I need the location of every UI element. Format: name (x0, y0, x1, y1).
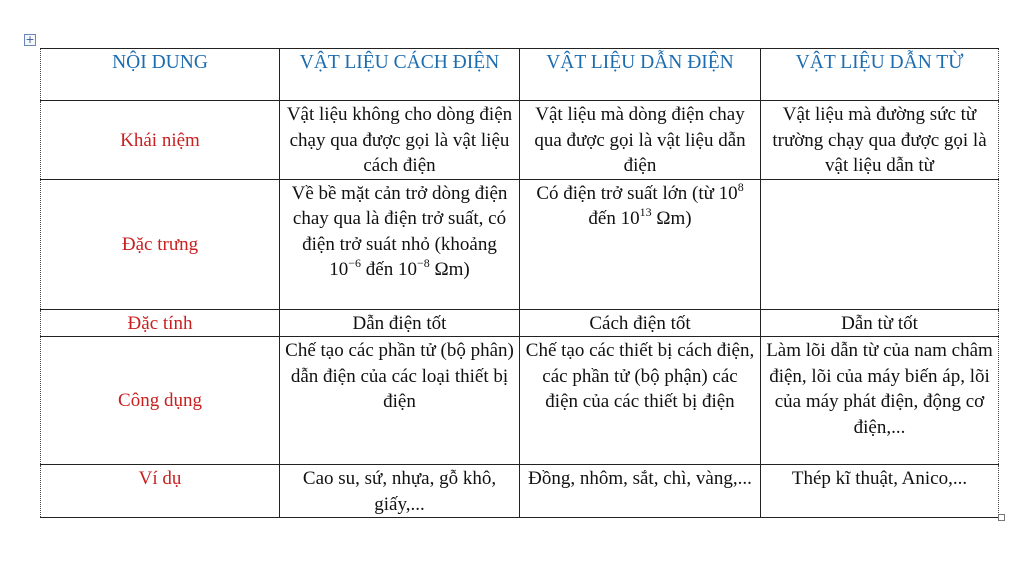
dac-trung-dan-dien-exponent-1: 8 (737, 179, 744, 194)
materials-comparison-table (40, 48, 999, 518)
dac-trung-dan-dien-text-2: đến 10 (588, 182, 749, 229)
cell-dac-trung-dan-tu (761, 179, 999, 309)
table-header-row (41, 49, 999, 101)
row-label-cong-dung: Công dụng (41, 337, 280, 465)
header-noi-dung: NỘI DUNG (41, 49, 280, 101)
cell-dac-trung-dan-dien (520, 179, 761, 309)
table-row-khai-niem (41, 101, 999, 180)
dac-trung-cach-dien-text-1: Về bề mặt cản trở dòng điện chay qua là điện trở suất, có điện trở suát nhỏ (khoảng 10 (291, 182, 513, 280)
dac-trung-cach-dien-text-3: Ωm) (429, 259, 470, 280)
cell-dac-tinh-dan-dien: Cách điện tốt (520, 309, 761, 337)
table-row-cong-dung (41, 337, 999, 465)
cell-khai-niem-dan-tu: Vật liệu mà đường sức từ trường chạy qua được gọi là vật liệu dẫn từ (761, 101, 999, 180)
cell-dac-tinh-dan-tu: Dẫn từ tốt (761, 309, 999, 337)
dac-trung-cach-dien-exponent-1: −6 (348, 256, 362, 270)
table-row-dac-tinh (41, 309, 999, 337)
cell-cong-dung-cach-dien: Chế tạo các phần tử (bộ phân) dẫn điện của các loại thiết bị điện (280, 337, 520, 465)
dac-trung-dan-dien-exponent-2: 13 (639, 205, 652, 219)
dac-trung-dan-dien-text-1: Có điện trở suất lớn (từ 10 (536, 182, 738, 204)
row-label-dac-trung: Đặc trưng (41, 179, 280, 309)
header-vat-lieu-dan-dien: VẬT LIỆU DẪN ĐIỆN (520, 49, 761, 101)
cell-khai-niem-dan-dien: Vật liệu mà dòng điện chay qua được gọi là vật liệu dẫn điện (520, 101, 761, 180)
cell-vi-du-cach-dien: Cao su, sứ, nhựa, gỗ khô, giấy,... (280, 465, 520, 518)
cell-cong-dung-dan-tu: Làm lõi dẫn từ của nam châm điện, lõi của máy biến áp, lõi của máy phát điện, động cơ điện,... (761, 337, 999, 465)
cell-cong-dung-dan-dien: Chế tạo các thiết bị cách điện, các phần tử (bộ phận) các điện của các thiết bị điện (520, 337, 761, 465)
table-move-handle-icon[interactable]: + (25, 33, 35, 46)
cell-dac-tinh-cach-dien: Dẫn điện tốt (280, 309, 520, 337)
dac-trung-cach-dien-exponent-2: −8 (416, 256, 430, 270)
header-vat-lieu-cach-dien: VẬT LIỆU CÁCH ĐIỆN (280, 49, 520, 101)
row-label-vi-du: Ví dụ (41, 465, 280, 518)
table-row-dac-trung (41, 179, 999, 309)
table-resize-handle-icon[interactable] (998, 514, 1005, 521)
dac-trung-dan-dien-text-3: Ωm) (651, 208, 692, 229)
dac-trung-cach-dien-text-2: đến 10 (361, 259, 417, 280)
row-label-khai-niem: Khái niệm (41, 101, 280, 180)
header-vat-lieu-dan-tu: VẬT LIỆU DẪN TỪ (761, 49, 999, 101)
cell-vi-du-dan-tu: Thép kĩ thuật, Anico,... (761, 465, 999, 518)
cell-dac-trung-cach-dien (280, 179, 520, 309)
row-label-dac-tinh: Đặc tính (41, 309, 280, 337)
table-row-vi-du (41, 465, 999, 518)
cell-khai-niem-cach-dien: Vật liệu không cho dòng điện chạy qua được gọi là vật liệu cách điện (280, 101, 520, 180)
cell-vi-du-dan-dien: Đồng, nhôm, sắt, chì, vàng,... (520, 465, 761, 518)
